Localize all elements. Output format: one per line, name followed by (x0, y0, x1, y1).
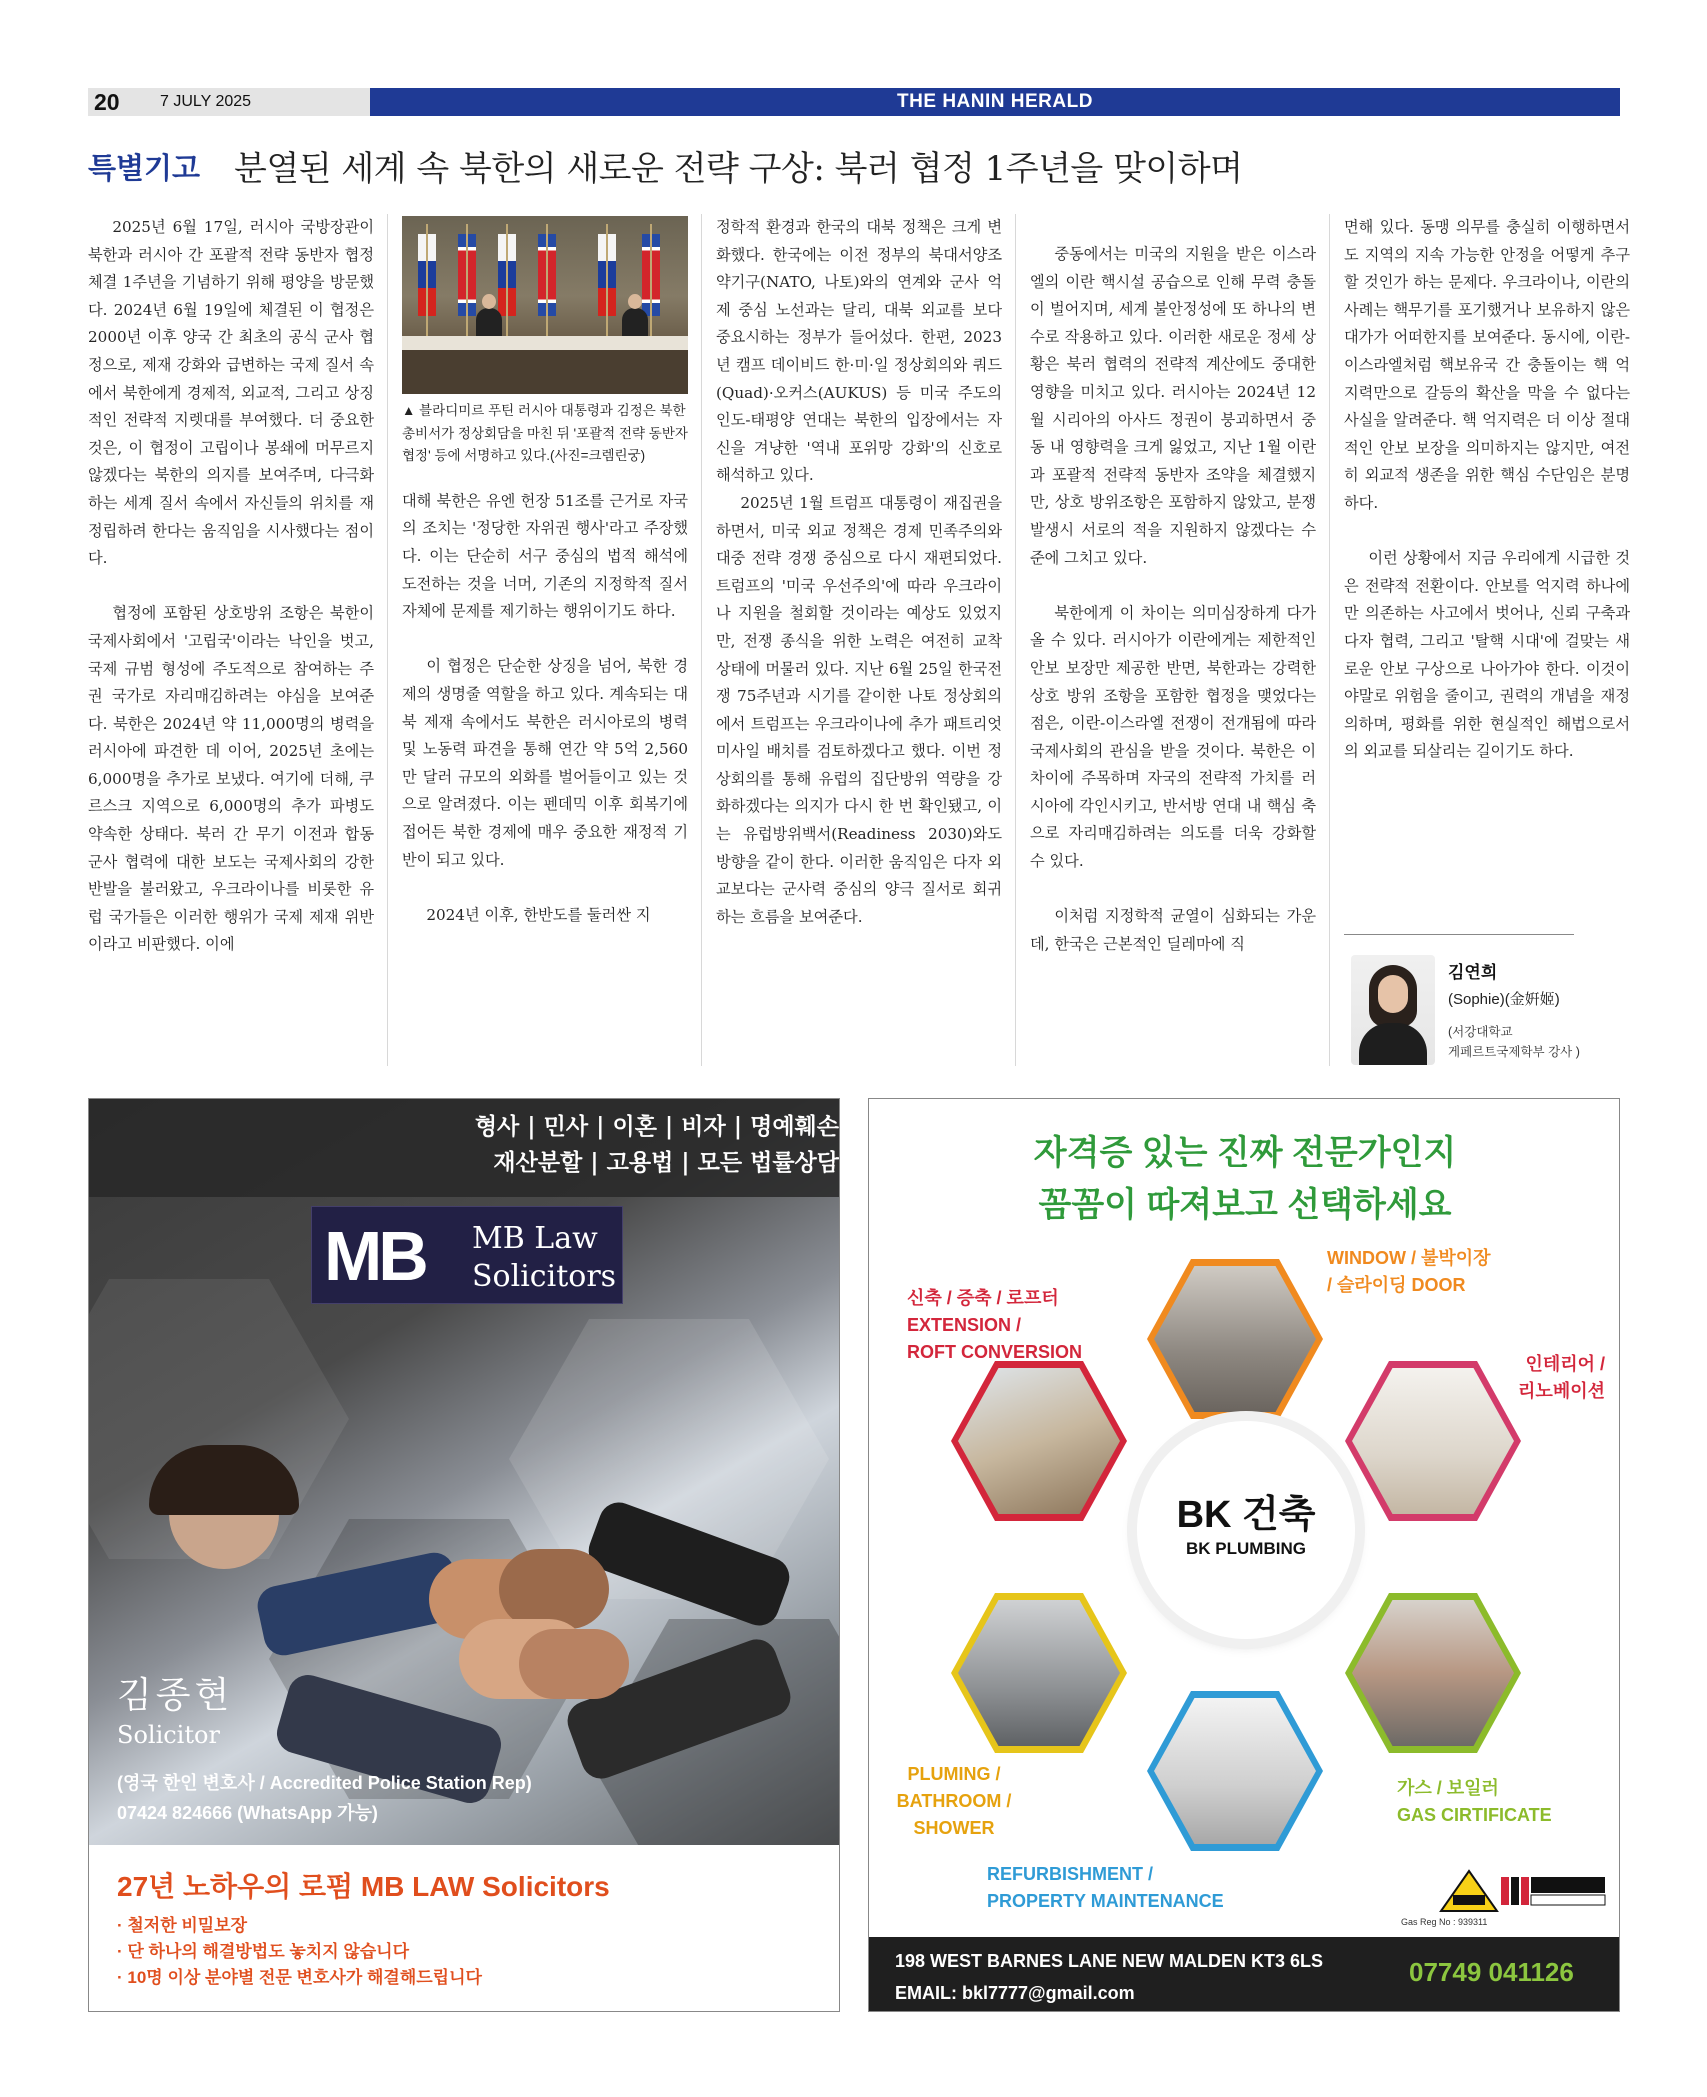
bk-title: BK 건축 (1176, 1494, 1316, 1536)
bk-center-badge (1137, 1421, 1355, 1639)
column-divider (387, 214, 388, 1066)
lawyer-name: 김종현 (117, 1675, 234, 1716)
north-korea-flag (458, 234, 476, 316)
headline-line: 자격증 있는 진짜 전문가인지 (1033, 1134, 1457, 1172)
service-gas-label (1397, 1775, 1552, 1829)
author-photo (1351, 955, 1435, 1065)
lawyer-role: Solicitor (117, 1721, 220, 1749)
bk-phone: 07749 041126 (1409, 1957, 1574, 1987)
extension-hexagon (951, 1361, 1127, 1521)
plumbing-hexagon (951, 1593, 1127, 1753)
service-line: 인테리어 / (1525, 1354, 1605, 1374)
service-extension-label (907, 1285, 1082, 1366)
service-interior-label (1465, 1351, 1605, 1405)
service-line: BATHROOM / (896, 1791, 1012, 1811)
paragraph: 이처럼 지정학적 균열이 심화되는 가운데, 한국은 근본적인 딜레마에 직 (1030, 907, 1316, 953)
author-alias: (Sophie)(金姸姬) (1448, 991, 1560, 1008)
service-refurb-label (987, 1861, 1224, 1915)
mb-law-logo (311, 1206, 623, 1304)
ad-bullet: · 철저한 비밀보장 (117, 1916, 248, 1935)
bk-email: EMAIL: bkl7777@gmail.com (895, 1983, 1135, 2003)
logo-text: MB Law (472, 1221, 598, 1256)
paragraph: 대해 북한은 유엔 헌장 51조를 근거로 자국의 조치는 '정당한 자위권 행사'라고 주장했다. 이는 단순히 서구 중심의 법적 해석에 도전하는 것을 너머, 기존의 지정학적 질서 자체에 문제를 제기하는 행위이기도 하다. (402, 491, 688, 621)
paragraph: 정학적 환경과 한국의 대북 정책은 크게 변화했다. 한국에는 이전 정부의 북대서양조약기구(NATO, 나토)와의 연계와 군사 억제 중심 노선과는 달리, 대북 외교를 보다 중요시하는 정부가 들어섰다. 한편, 2023년 캠프 데이비드 한·미·일 정상회의와 쿼드(Quad)·오커스(AUKUS) 등 미국 주도의 인도-태평양 연대는 북한의 입장에서는 자신을 겨냥한 '역내 포위망 강화'의 신호로 해석하고 있다. (716, 218, 1002, 485)
column-divider (1015, 214, 1016, 1066)
russia-flag (498, 234, 516, 316)
wardrobe-hexagon (1147, 1259, 1323, 1419)
photo-caption: ▲ 블라디미르 푸틴 러시아 대통령과 김정은 북한 총비서가 정상회담을 마친 뒤 '포괄적 전략 동반자 협정' 등에 서명하고 있다.(사진=크렘린궁) (402, 403, 688, 464)
service-line: 가스 / 보일러 (1397, 1778, 1499, 1798)
headline-line: 꼼꼼이 따져보고 선택하세요 (1038, 1186, 1452, 1224)
author-affiliation: (서강대학교 (1448, 1025, 1513, 1039)
lawyer-credentials: (영국 한인 변호사 / Accredited Police Station Rep) (117, 1773, 532, 1793)
service-line: GAS CIRTIFICATE (1397, 1805, 1552, 1825)
service-line: REFURBISHMENT / (987, 1864, 1153, 1884)
issue-date: 7 JULY 2025 (160, 93, 252, 110)
column-divider (1329, 214, 1330, 1066)
paragraph: 2025년 6월 17일, 러시아 국방장관이 북한과 러시아 간 포괄적 전략 동반자 협정 체결 1주년을 기념하기 위해 평양을 방문했다. 2024년 6월 19일에 체결된 이 협정은 2000년 이후 양국 간 최초의 공식 군사 협정으로, 제재 강화와 급변하는 국제 질서 속에서 북한에게 경제적, 외교적, 그리고 상징적인 전략적 지렛대를 부여했다. 더 중요한 것은, 이 협정이 고립이나 봉쇄에 머무르지 않겠다는 북한의 의지를 보여주며, 다극화하는 세계 질서 속에서 자신들의 위치를 재정립하려 한다는 움직임을 시사했다는 점이다. (88, 218, 374, 568)
legal-services-list (399, 1109, 839, 1181)
paragraph: 면해 있다. 동맹 의무를 충실히 이행하면서도 지역의 지속 가능한 안정을 어떻게 추구할 것인가 하는 문제다. 우크라이나, 이란의 사례는 핵무기를 포기했거나 보유하지 않은 대가가 어떠한지를 보여준다. 동시에, 이란-이스라엘처럼 핵보유국 간 충돌이는 핵 억지력만으로 갈등의 확산을 막을 수 없다는 사실을 알려준다. 핵 억지력은 더 이상 절대적인 안보 보장을 의미하지는 않지만, 여전히 외교적 생존을 위한 핵심 수단임은 분명하다. (1344, 218, 1630, 512)
service-line: ROFT CONVERSION (907, 1342, 1083, 1362)
paragraph: 2024년 이후, 한반도를 둘러싼 지 (426, 905, 651, 924)
bk-building-advertisement (868, 1098, 1620, 2012)
law-firm-headline: 27년 노하우의 로펌 MB LAW Solicitors (117, 1871, 610, 1902)
north-korea-flag (538, 234, 556, 316)
article-column-5 (1344, 214, 1630, 766)
refurbishment-hexagon (1147, 1691, 1323, 1851)
gas-boiler-hexagon (1345, 1593, 1521, 1753)
russia-flag (598, 234, 616, 316)
north-korea-flag (642, 234, 660, 316)
lawyer-phone: 07424 824666 (WhatsApp 가능) (117, 1803, 378, 1823)
service-line: PROPERTY MAINTENANCE (987, 1891, 1224, 1911)
paragraph: 이 협정은 단순한 상징을 넘어, 북한 경제의 생명줄 역할을 하고 있다. 계속되는 대북 제재 속에서도 북한은 러시아로의 병력 및 노동력 파견을 통해 연간 약 5억 2,560만 달러 규모의 외화를 벌어들이고 있는 것으로 알려졌다. 이는 펜데믹 이후 회복기에 접어든 북한 경제에 매우 중요한 재정적 기반이 되고 있다. (402, 657, 688, 869)
ad-bullet: · 10명 이상 분야별 전문 변호사가 해결해드립니다 (117, 1968, 482, 1987)
mb-law-advertisement (88, 1098, 840, 2012)
article-column-4 (1030, 241, 1316, 958)
service-line: 신축 / 증축 / 로프터 (907, 1288, 1059, 1308)
paragraph: 협정에 포함된 상호방위 조항은 북한이 국제사회에서 '고립국'이라는 낙인을 벗고, 국제 규범 형성에 주도적으로 참여하는 주권 국가로 자리매김하려는 야심을 보여준다. 북한은 2024년 약 11,000명의 병력을 러시아에 파견한 데 이어, 2025년 초에는 6,000명을 추가로 보냈다. 여기에 더해, 쿠르스크 지역으로 6,000명의 추가 파병도 약속한 상태다. 북러 간 무기 이전과 합동 군사 협력에 대한 보도는 국제사회의 강한 반발을 불러왔고, 우크라이나를 비롯한 유럽 국가들은 이러한 행위가 국제 제재 위반이라고 비판했다. 이에 (88, 604, 374, 954)
page-header (88, 88, 1620, 116)
article-title: 분열된 세계 속 북한의 새로운 전략 구상: 북러 협정 1주년을 맞이하며 (234, 149, 1243, 189)
paragraph: 2025년 1월 트럼프 대통령이 재집권을 하면서, 미국 외교 정책은 경제 민족주의와 대중 전략 경쟁 중심으로 다시 재편되었다. 트럼프의 '미국 우선주의'에 따라 우크라이나 지원을 철회할 것이라는 예상도 있었지만, 전쟁 종식을 위한 노력은 여전히 교착 상태에 머물러 있다. 지난 6월 25일 한국전쟁 75주년과 시기를 같이한 나토 정상회의에서 트럼프는 우크라이나에 추가 패트리엇 미사일 배치를 검토하겠다고 했다. 이번 정상회의를 통해 유럽의 집단방위 역량을 강화하겠다는 의지가 다시 한 번 확인됐고, 이는 유럽방위백서(Readiness 2030)와도 방향을 같이 한다. 이러한 움직임은 다자 외교보다는 군사력 중심의 양극 질서로 회귀하는 흐름을 보여준다. (716, 493, 1002, 926)
paragraph: 이런 상황에서 지금 우리에게 시급한 것은 전략적 전환이다. 안보를 억지력 하나에만 의존하는 사고에서 벗어나, 신뢰 구축과 다자 협력, 그리고 '탈핵 시대'에 걸맞는 새로운 안보 구상으로 나아가야 한다. 이것이야말로 위험을 줄이고, 권력의 개념을 재정의하며, 평화를 위한 현실적인 해법으로서의 외교를 되살리는 길이기도 하다. (1344, 549, 1630, 761)
services-line: 형사 | 민사 | 이혼 | 비자 | 명예훼손 (474, 1113, 839, 1140)
summit-photo (402, 216, 688, 394)
gas-safe-logo-icon (1439, 1869, 1499, 1913)
service-line: 리노베이션 (1518, 1381, 1605, 1401)
signing-table (402, 336, 688, 350)
bk-subtitle: BK PLUMBING (1186, 1539, 1306, 1558)
gas-reg-number: Gas Reg No : 939311 (1401, 1917, 1488, 1927)
article-column-2 (402, 214, 688, 929)
column-divider (701, 214, 702, 1066)
service-line: / 슬라이딩 DOOR (1327, 1275, 1466, 1295)
article-title-row (88, 146, 1620, 192)
author-affiliation: 게페르트국제학부 강사 ) (1448, 1045, 1580, 1059)
russia-flag (418, 234, 436, 316)
logo-text: Solicitors (472, 1259, 617, 1294)
service-line: WINDOW / 불박이장 (1327, 1248, 1491, 1268)
logo-mark: MB (324, 1217, 425, 1295)
article-section-label: 특별기고 (88, 153, 201, 185)
service-line: PLUMING / (907, 1764, 1001, 1784)
signing-table-front (402, 350, 688, 394)
service-line: EXTENSION / (907, 1315, 1022, 1335)
service-window-label (1327, 1245, 1491, 1299)
service-line: SHOWER (913, 1818, 995, 1838)
page-number: 20 (94, 89, 120, 115)
article-column-3 (716, 214, 1002, 931)
niceic-logo-icon (1501, 1873, 1607, 1909)
paper-name: THE HANIN HERALD (370, 88, 1620, 116)
bk-address: 198 WEST BARNES LANE NEW MALDEN KT3 6LS (895, 1951, 1324, 1971)
author-name: 김연희 (1448, 963, 1498, 982)
paragraph: 중동에서는 미국의 지원을 받은 이스라엘의 이란 핵시설 공습으로 인해 무력 충돌이 벌어지며, 세계 불안정성에 또 하나의 변수로 작용하고 있다. 이러한 새로운 정세 상황은 북러 협력의 전략적 계산에도 중대한 영향을 미치고 있다. 러시아는 2024년 12월 시리아의 아사드 정권이 붕괴하면서 중동 내 영향력을 크게 잃었고, 지난 1월 이란과 포괄적 전략적 동반자 조약을 체결했지만, 상호 방위조항은 포함하지 않았고, 분쟁 발생시 서로의 적을 지원하지 않겠다는 수준에 그치고 있다. (1030, 245, 1316, 567)
paragraph: 북한에게 이 차이는 의미심장하게 다가올 수 있다. 러시아가 이란에게는 제한적인 안보 보장만 제공한 반면, 북한과는 강력한 상호 방위 조항을 포함한 협정을 맺었다는 점은, 이란-이스라엘 전쟁이 전개됨에 따라 국제사회의 관심을 받을 것이다. 북한은 이 차이에 주목하며 자국의 전략적 가치를 러시아에 각인시키고, 반서방 연대 내 핵심 축으로 자리매김하려는 의도를 더욱 강화할 수 있다. (1030, 603, 1316, 871)
author-divider (1344, 934, 1574, 935)
stacked-hands-image (339, 1479, 719, 1779)
service-pluming-label (879, 1761, 1029, 1842)
bk-headline (869, 1127, 1620, 1231)
services-line: 재산분할 | 고용법 | 모든 법률상담 (493, 1149, 839, 1176)
header-left-band (88, 88, 370, 116)
ad-bullet: · 단 하나의 해결방법도 놓치지 않습니다 (117, 1942, 410, 1961)
article-column-1 (88, 214, 374, 959)
